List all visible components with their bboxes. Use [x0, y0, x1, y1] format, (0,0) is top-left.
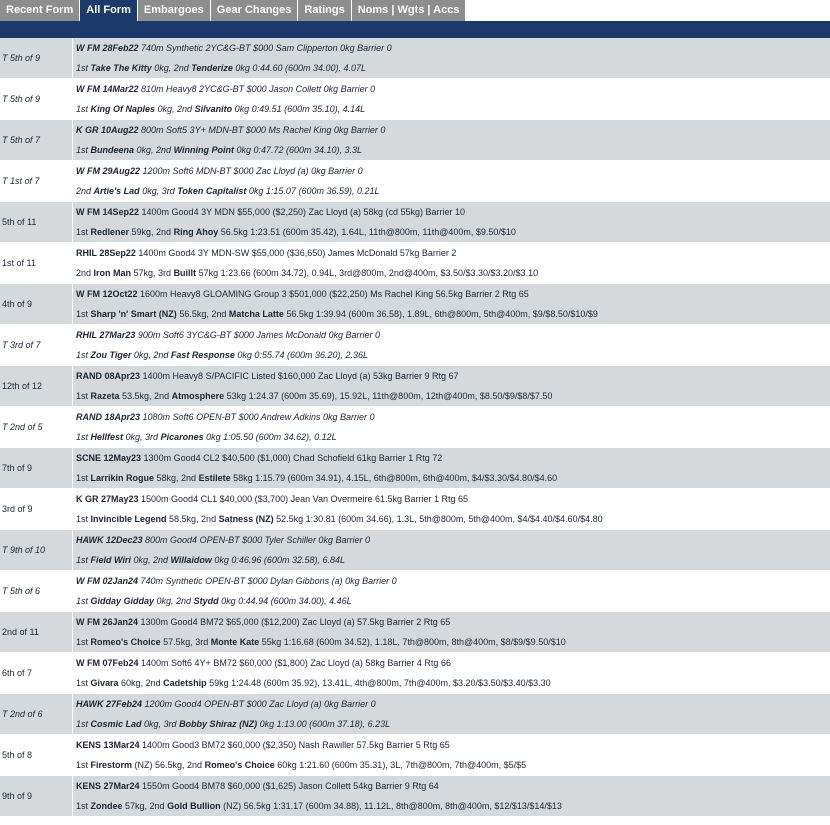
weight-placing: 0kg, 3rd — [139, 186, 178, 196]
race-detail — [73, 448, 830, 488]
form-row[interactable] — [0, 571, 830, 612]
weight-placing: 60kg, 2nd — [118, 678, 164, 688]
race-info-line — [76, 571, 830, 591]
weight-placing: 0kg, 2nd — [131, 350, 171, 360]
placing-label: 1st — [76, 350, 91, 360]
second-horse-name: Ring Ahoy — [173, 227, 219, 237]
race-result-details: 0kg 0:47.72 (600m 34.10), 3.3L — [233, 145, 363, 155]
race-result-details: 55kg 1:16.68 (600m 34.52), 1.18L, 7th@800m, 8th@400m, $8/$9/$9.50/$10 — [259, 637, 566, 647]
second-horse-name: Bobby Shiraz (NZ) — [179, 719, 258, 729]
meeting-date: W FM 02Jan24 — [76, 576, 139, 586]
second-horse-name: Romeo's Choice — [204, 760, 275, 770]
winner-name: Iron Man — [93, 268, 132, 278]
placing-label: 1st — [76, 473, 91, 483]
result-line — [76, 468, 830, 488]
weight-placing: (NZ) 56.5kg, 2nd — [132, 760, 205, 770]
winner-name: Cosmic Lad — [90, 719, 142, 729]
race-info-line — [76, 407, 830, 427]
race-info-line — [76, 735, 830, 755]
form-row[interactable] — [0, 612, 830, 653]
finish-position: T 9th of 10 — [0, 530, 73, 570]
race-conditions: 1500m Good4 CL1 $40,000 ($3,700) Jean Van Overmeire 61.5kg Barrier 1 Rtg 65 — [138, 494, 469, 504]
second-horse-name: Stydd — [193, 596, 219, 606]
race-detail — [73, 776, 830, 816]
winner-name: Larrikin Rogue — [90, 473, 155, 483]
finish-position: T 5th of 6 — [0, 571, 73, 611]
race-info-line — [76, 161, 830, 181]
race-detail — [73, 366, 830, 406]
winner-name: Romeo's Choice — [90, 637, 161, 647]
form-row[interactable] — [0, 38, 830, 79]
race-info-line — [76, 530, 830, 550]
weight-placing: 0kg, 2nd — [130, 555, 171, 565]
placing-label: 1st — [76, 309, 91, 319]
race-detail — [73, 38, 830, 78]
winner-name: Take The Kitty — [90, 63, 152, 73]
weight-placing: 0kg, 2nd — [155, 104, 195, 114]
result-line — [76, 550, 830, 570]
winner-name: Razeta — [90, 391, 120, 401]
second-horse-name: Willaidow — [170, 555, 212, 565]
race-result-details: 60kg 1:21.60 (600m 35.31), 3L, 7th@800m, 7th@400m, $5/$5 — [274, 760, 527, 770]
result-line — [76, 58, 830, 78]
race-info-line — [76, 489, 830, 509]
race-result-details: 53kg 1:24.37 (600m 35.69), 15.92L, 11th@800m, 12th@400m, $8.50/$9/$8/$7.50 — [224, 391, 553, 401]
race-result-details: 57kg 1:23.66 (600m 34.72), 0.94L, 3rd@800m, 2nd@400m, $3.50/$3.30/$3.20/$3.10 — [196, 268, 539, 278]
form-row[interactable] — [0, 448, 830, 489]
finish-position: T 2nd of 6 — [0, 694, 73, 734]
second-horse-name: Gold Bullion — [167, 801, 221, 811]
form-row[interactable] — [0, 202, 830, 243]
form-row[interactable] — [0, 243, 830, 284]
finish-position: 7th of 9 — [0, 448, 73, 488]
race-info-line — [76, 325, 830, 345]
second-horse-name: Tenderize — [191, 63, 233, 73]
tab-embargoes[interactable]: Embargoes — [138, 0, 210, 21]
race-detail — [73, 735, 830, 775]
race-conditions: 1400m Soft6 4Y+ BM72 $60,000 ($1,800) Zac Lloyd (a) 58kg Barrier 4 Rtg 66 — [138, 658, 451, 668]
meeting-date: RHIL 28Sep22 — [76, 248, 136, 258]
weight-placing: 56.5kg, 2nd — [176, 309, 229, 319]
winner-name: Field Wiri — [90, 555, 131, 565]
finish-position: 6th of 7 — [0, 653, 73, 693]
race-info-line — [76, 366, 830, 386]
placing-label: 1st — [76, 514, 91, 524]
race-result-details: 56.5kg 1:39.94 (600m 36.58), 1.89L, 6th@800m, 5th@400m, $9/$8.50/$10/$9 — [283, 309, 598, 319]
placing-label: 2nd — [76, 186, 94, 196]
winner-name: Bundeena — [90, 145, 135, 155]
race-conditions: 900m Soft6 3YC&G-BT $000 James McDonald 0kg Barrier 0 — [135, 330, 380, 340]
second-horse-name: Cadetship — [163, 678, 207, 688]
meeting-date: W FM 14Mar22 — [76, 84, 139, 94]
result-line — [76, 222, 830, 242]
race-conditions: 1300m Good4 BM72 $65,000 ($12,200) Zac Lloyd (a) 57.5kg Barrier 2 Rtg 65 — [138, 617, 451, 627]
second-horse-name: Silvanito — [194, 104, 233, 114]
form-row[interactable] — [0, 407, 830, 448]
second-horse-name: Atmosphere — [171, 391, 225, 401]
finish-position: T 3rd of 7 — [0, 325, 73, 365]
race-conditions: 810m Heavy8 2YC&G-BT $000 Jason Collett 0kg Barrier 0 — [138, 84, 376, 94]
form-row[interactable] — [0, 530, 830, 571]
race-conditions: 1200m Soft6 MDN-BT $000 Zac Lloyd (a) 0kg Barrier 0 — [140, 166, 363, 176]
placing-label: 1st — [76, 104, 91, 114]
race-conditions: 1400m Good4 3Y MDN-SW $55,000 ($36,650) James McDonald 57kg Barrier 2 — [135, 248, 457, 258]
race-info-line — [76, 120, 830, 140]
second-horse-name: Token Capitalist — [177, 186, 247, 196]
winner-name: Firestorm — [90, 760, 133, 770]
finish-position: 12th of 12 — [0, 366, 73, 406]
race-result-details: 0kg 0:49.51 (600m 35.10), 4.14L — [232, 104, 366, 114]
weight-placing: 0kg, 2nd — [134, 145, 174, 155]
weight-placing: 58.5kg, 2nd — [166, 514, 219, 524]
race-info-line — [76, 653, 830, 673]
tab-noms-wgts-accs[interactable]: Noms | Wgts | Accs — [352, 0, 466, 21]
form-tabs — [0, 0, 830, 21]
meeting-date: W FM 29Aug22 — [76, 166, 141, 176]
race-result-details: 52.5kg 1:30.81 (600m 34.66), 1.3L, 5th@800m, 5th@400m, $4/$4.40/$4.60/$4.80 — [273, 514, 603, 524]
race-detail — [73, 79, 830, 119]
finish-position: T 5th of 9 — [0, 38, 73, 78]
finish-position: 5th of 11 — [0, 202, 73, 242]
race-conditions: 1300m Good4 CL2 $40,500 ($1,000) Chad Schofield 61kg Barrier 1 Rtg 72 — [141, 453, 443, 463]
finish-position: T 1st of 7 — [0, 161, 73, 201]
placing-label: 1st — [76, 63, 91, 73]
weight-placing: 59kg, 2nd — [129, 227, 174, 237]
race-detail — [73, 530, 830, 570]
form-row[interactable] — [0, 325, 830, 366]
form-row[interactable] — [0, 735, 830, 776]
race-info-line — [76, 612, 830, 632]
placing-label: 1st — [76, 391, 91, 401]
finish-position: T 5th of 9 — [0, 79, 73, 119]
meeting-date: SCNE 12May23 — [76, 453, 142, 463]
race-info-line — [76, 694, 830, 714]
race-info-line — [76, 448, 830, 468]
tab-all-form[interactable]: All Form — [80, 0, 137, 21]
result-line — [76, 755, 830, 775]
meeting-date: W FM 28Feb22 — [76, 43, 139, 53]
placing-label: 1st — [76, 678, 91, 688]
second-horse-name: Matcha Latte — [228, 309, 284, 319]
finish-position: 9th of 9 — [0, 776, 73, 816]
result-line — [76, 263, 830, 283]
race-result-details: 0kg 0:44.94 (600m 34.00), 4.46L — [218, 596, 352, 606]
race-detail — [73, 202, 830, 242]
winner-name: King Of Naples — [90, 104, 156, 114]
finish-position: 1st of 11 — [0, 243, 73, 283]
meeting-date: RHIL 27Mar23 — [76, 330, 136, 340]
race-result-details: 58kg 1:15.79 (600m 34.91), 4.15L, 6th@800m, 6th@400m, $4/$3.30/$4.80/$4.60 — [230, 473, 558, 483]
race-detail — [73, 489, 830, 529]
second-horse-name: Estilete — [198, 473, 231, 483]
second-horse-name: Winning Point — [173, 145, 234, 155]
winner-name: Artie's Lad — [93, 186, 140, 196]
race-info-line — [76, 38, 830, 58]
weight-placing: 53.5kg, 2nd — [119, 391, 172, 401]
tab-recent-form[interactable]: Recent Form — [0, 0, 79, 21]
form-row[interactable] — [0, 284, 830, 325]
race-detail — [73, 653, 830, 693]
race-result-details: 56.5kg 1:23.51 (600m 35.42), 1.64L, 11th@800m, 11th@400m, $9.50/$10 — [218, 227, 516, 237]
weight-placing: 0kg, 2nd — [154, 596, 194, 606]
winner-name: Zou Tiger — [90, 350, 132, 360]
placing-label: 1st — [76, 801, 91, 811]
winner-name: Redlener — [90, 227, 130, 237]
finish-position: T 2nd of 5 — [0, 407, 73, 447]
result-line — [76, 673, 830, 693]
race-conditions: 1200m Good4 OPEN-BT $000 Zac Lloyd (a) 0kg Barrier 0 — [142, 699, 376, 709]
form-row[interactable] — [0, 776, 830, 817]
weight-placing: 0kg, 2nd — [151, 63, 192, 73]
finish-position: 2nd of 11 — [0, 612, 73, 652]
race-conditions: 1550m Good4 BM78 $60,000 ($1,625) Jason Collett 54kg Barrier 9 Rtg 64 — [139, 781, 439, 791]
winner-name: Hellfest — [90, 432, 124, 442]
weight-placing: 0kg, 3rd — [141, 719, 180, 729]
result-line — [76, 140, 830, 160]
race-info-line — [76, 202, 830, 222]
form-row[interactable] — [0, 79, 830, 120]
meeting-date: K GR 27May23 — [76, 494, 139, 504]
form-row[interactable] — [0, 489, 830, 530]
race-detail — [73, 325, 830, 365]
weight-placing: 57kg, 2nd — [122, 801, 168, 811]
winner-name: Sharp 'n' Smart (NZ) — [90, 309, 177, 319]
race-conditions: 1400m Good4 3Y MDN $55,000 ($2,250) Zac Lloyd (a) 58kg (cd 55kg) Barrier 10 — [139, 207, 466, 217]
race-conditions: 1600m Heavy8 GLOAMING Group 3 $501,000 ($22,250) Ms Rachel King 56.5kg Barrier 2 Rtg 65 — [137, 289, 529, 299]
weight-placing: 57.5kg, 3rd — [160, 637, 211, 647]
race-info-line — [76, 284, 830, 304]
result-line — [76, 427, 830, 447]
second-horse-name: Picarones — [160, 432, 204, 442]
weight-placing: 58kg, 2nd — [154, 473, 199, 483]
meeting-date: KENS 27Mar24 — [76, 781, 140, 791]
race-result-details: 59kg 1:24.48 (600m 35.92), 13.41L, 4th@800m, 7th@400m, $3.20/$3.50/$3.40/$3.30 — [206, 678, 551, 688]
form-row[interactable] — [0, 694, 830, 735]
second-horse-name: Satness (NZ) — [218, 514, 274, 524]
race-result-details: 0kg 0:55.74 (600m 36.20), 2.36L — [234, 350, 369, 360]
result-line — [76, 796, 830, 816]
form-list — [0, 38, 830, 817]
placing-label: 1st — [76, 555, 91, 565]
weight-placing: 57kg, 3rd — [131, 268, 174, 278]
result-line — [76, 181, 830, 201]
meeting-date: W FM 12Oct22 — [76, 289, 138, 299]
race-detail — [73, 243, 830, 283]
race-conditions: 1400m Good3 BM72 $60,000 ($2,350) Nash Rawiller 57.5kg Barrier 5 Rtg 65 — [139, 740, 450, 750]
winner-name: Gidday Gidday — [90, 596, 155, 606]
second-horse-name: Buillt — [173, 268, 197, 278]
form-row[interactable] — [0, 161, 830, 202]
race-detail — [73, 407, 830, 447]
finish-position: 4th of 9 — [0, 284, 73, 324]
race-result-details: 0kg 1:05.50 (600m 34.62), 0.12L — [203, 432, 337, 442]
meeting-date: KENS 13Mar24 — [76, 740, 140, 750]
placing-label: 1st — [76, 145, 91, 155]
winner-name: Invincible Legend — [90, 514, 167, 524]
meeting-date: RAND 18Apr23 — [76, 412, 141, 422]
race-result-details: 0kg 1:13.00 (600m 37.18), 6.23L — [257, 719, 391, 729]
race-detail — [73, 694, 830, 734]
race-detail — [73, 120, 830, 160]
finish-position: 3rd of 9 — [0, 489, 73, 529]
race-result-details: 0kg 1:15.07 (600m 36.59), 0.21L — [246, 186, 380, 196]
race-conditions: 740m Synthetic 2YC&G-BT $000 Sam Clipperton 0kg Barrier 0 — [138, 43, 392, 53]
result-line — [76, 714, 830, 734]
meeting-date: HAWK 27Feb24 — [76, 699, 143, 709]
weight-placing: 0kg, 3rd — [123, 432, 161, 442]
winner-name: Zondee — [90, 801, 123, 811]
placing-label: 1st — [76, 760, 91, 770]
form-row[interactable] — [0, 120, 830, 161]
race-info-line — [76, 79, 830, 99]
result-line — [76, 345, 830, 365]
meeting-date: HAWK 12Dec23 — [76, 535, 143, 545]
form-row[interactable] — [0, 653, 830, 694]
result-line — [76, 591, 830, 611]
tab-gear-changes[interactable]: Gear Changes — [211, 0, 298, 21]
race-conditions: 1080m Soft6 OPEN-BT $000 Andrew Adkins 0kg Barrier 0 — [140, 412, 375, 422]
form-row[interactable] — [0, 366, 830, 407]
placing-label: 1st — [76, 227, 91, 237]
result-line — [76, 386, 830, 406]
meeting-date: W FM 07Feb24 — [76, 658, 139, 668]
result-line — [76, 99, 830, 119]
race-detail — [73, 571, 830, 611]
race-result-details: 0kg 0:44.60 (600m 34.00), 4.07L — [232, 63, 367, 73]
meeting-date: RAND 08Apr23 — [76, 371, 141, 381]
meeting-date: K GR 10Aug22 — [76, 125, 139, 135]
race-detail — [73, 612, 830, 652]
finish-position: T 5th of 7 — [0, 120, 73, 160]
result-line — [76, 509, 830, 529]
meeting-date: W FM 26Jan24 — [76, 617, 139, 627]
placing-label: 1st — [76, 596, 91, 606]
race-detail — [73, 284, 830, 324]
meeting-date: W FM 14Sep22 — [76, 207, 140, 217]
second-horse-name: Monte Kate — [210, 637, 260, 647]
header-bar — [0, 21, 830, 38]
winner-name: Givara — [90, 678, 119, 688]
race-detail — [73, 161, 830, 201]
result-line — [76, 304, 830, 324]
race-conditions: 800m Soft5 3Y+ MDN-BT $000 Ms Rachel King 0kg Barrier 0 — [138, 125, 386, 135]
tab-ratings[interactable]: Ratings — [298, 0, 350, 21]
placing-label: 1st — [76, 432, 91, 442]
race-conditions: 740m Synthetic OPEN-BT $000 Dylan Gibbons (a) 0kg Barrier 0 — [138, 576, 397, 586]
second-horse-name: Fast Response — [170, 350, 235, 360]
race-info-line — [76, 243, 830, 263]
race-conditions: 1400m Heavy8 S/PACIFIC Listed $160,000 Zac Lloyd (a) 53kg Barrier 9 Rtg 67 — [140, 371, 459, 381]
race-info-line — [76, 776, 830, 796]
finish-position: 5th of 8 — [0, 735, 73, 775]
race-result-details: 0kg 0:46.96 (600m 32.58), 6.84L — [211, 555, 345, 565]
placing-label: 1st — [76, 719, 91, 729]
result-line — [76, 632, 830, 652]
race-result-details: (NZ) 56.5kg 1:31.17 (600m 34.88), 11.12L, 8th@800m, 8th@400m, $12/$13/$14/$13 — [220, 801, 562, 811]
placing-label: 1st — [76, 637, 91, 647]
placing-label: 2nd — [76, 268, 94, 278]
race-conditions: 800m Good4 OPEN-BT $000 Tyler Schiller 0kg Barrier 0 — [142, 535, 370, 545]
